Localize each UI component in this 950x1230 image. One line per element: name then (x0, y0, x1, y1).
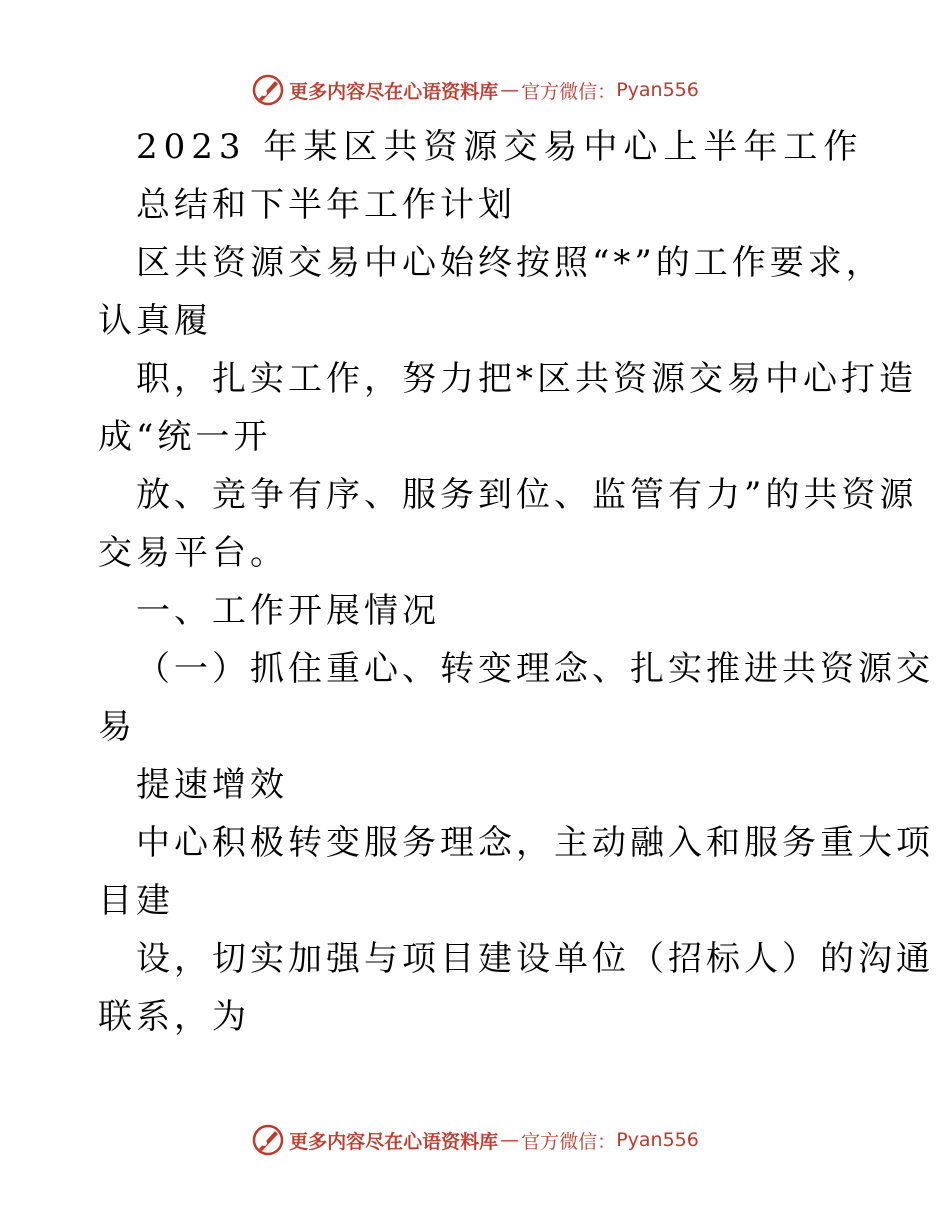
watermark-text: 更多内容尽在心语资料库 (289, 1130, 499, 1153)
watermark-separator: — (500, 1129, 520, 1151)
paragraph-line: 设，切实加强与项目建设单位（招标人）的沟通 (136, 939, 934, 979)
paragraph-line: 提速增效 (136, 765, 288, 805)
paragraph-line: 区共资源交易中心始终按照“*”的工作要求， (136, 243, 884, 283)
watermark-label: 官方微信： (521, 80, 617, 103)
watermark-wechat-id: Pyan556 (616, 1129, 699, 1151)
watermark-separator: — (500, 79, 520, 101)
quill-logo-icon (251, 73, 285, 107)
quill-logo-icon (251, 1123, 285, 1157)
paragraph-line: 目建 (98, 881, 174, 921)
document-title-line-1: 2023 年某区共资源交易中心上半年工作 (136, 127, 864, 167)
paragraph-line: 中心积极转变服务理念，主动融入和服务重大项 (136, 823, 934, 863)
watermark-label: 官方微信： (521, 1130, 617, 1153)
document-body (98, 118, 934, 1046)
watermark-text: 更多内容尽在心语资料库 (289, 80, 499, 103)
watermark-header (0, 70, 950, 110)
watermark-wechat-id: Pyan556 (616, 79, 699, 101)
watermark-footer (0, 1120, 950, 1160)
paragraph-line: 交易平台。 (98, 533, 288, 573)
paragraph-line: 认真履 (98, 301, 212, 341)
paragraph-line: 联系，为 (98, 997, 250, 1037)
paragraph-line: 放、竞争有序、服务到位、监管有力”的共资源 (136, 475, 918, 515)
paragraph-line: 职，扎实工作，努力把*区共资源交易中心打造 (136, 359, 917, 399)
document-title-line-2: 总结和下半年工作计划 (136, 185, 516, 225)
paragraph-line: 成“统一开 (98, 417, 272, 457)
paragraph-line: 易 (98, 707, 136, 747)
subsection-heading: （一）抓住重心、转变理念、扎实推进共资源交 (136, 649, 934, 689)
section-heading: 一、工作开展情况 (136, 591, 440, 631)
